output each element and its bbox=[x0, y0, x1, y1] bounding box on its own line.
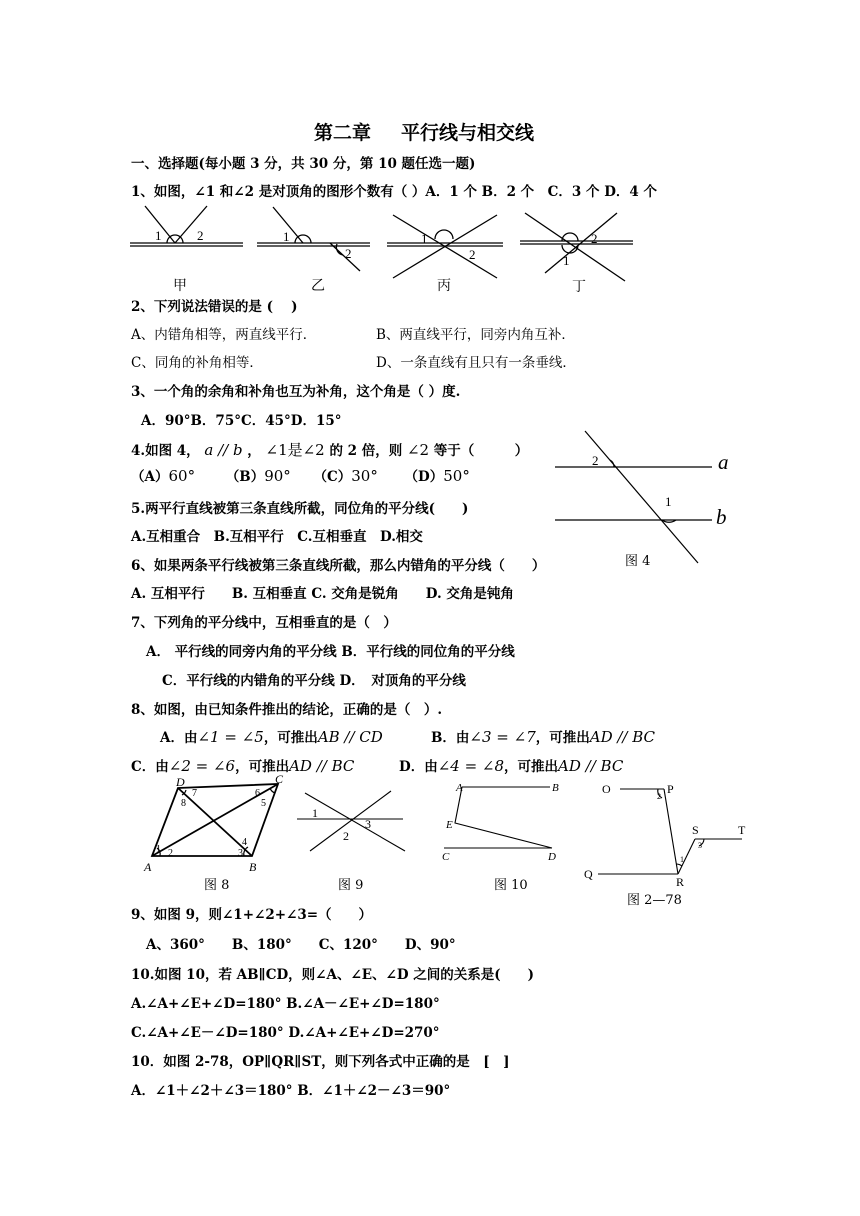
figure-8-vertex-d: D bbox=[176, 775, 185, 789]
figure-8-angle-8: 8 bbox=[181, 798, 186, 809]
q1-figure-bing bbox=[387, 215, 503, 278]
q1-stem: 1、如图，∠1 和∠2 是对顶角的图形个数有（ ）A．1 个 B．2 个 C．3 个 D．4 个 bbox=[131, 184, 658, 200]
q4-condition-angles: ∠1是∠2 bbox=[265, 441, 325, 459]
chapter-name: 平行线与相交线 bbox=[401, 122, 535, 144]
q8-c-middle: ，可推出 bbox=[235, 759, 290, 775]
q1-jia-angle-1: 1 bbox=[155, 228, 162, 243]
q8-d-middle: ，可推出 bbox=[504, 759, 559, 775]
q7-stem: 7、下列角的平分线中，互相垂直的是（ ） bbox=[131, 615, 397, 631]
figure-2-78-point-t: T bbox=[738, 823, 746, 837]
q1-bing-angle-2: 2 bbox=[469, 247, 476, 262]
q8-c-prefix: C．由 bbox=[131, 759, 169, 775]
q1-jia-angle-2: 2 bbox=[197, 228, 204, 243]
q4-option-d-value: 50° bbox=[443, 467, 470, 485]
q9-options: A、360° B、180° C、120° D、90° bbox=[146, 937, 456, 953]
figure-9-angle-2: 2 bbox=[343, 829, 349, 843]
q8-option-d bbox=[399, 757, 623, 776]
figure-10-vertex-a: A bbox=[456, 782, 463, 794]
q1-figure-jia bbox=[130, 206, 243, 246]
q4-option-b-value: 90° bbox=[264, 467, 291, 485]
figure-10-vertex-d: D bbox=[548, 851, 556, 863]
q4-option-b: （B） bbox=[225, 469, 265, 485]
figure-4-angle-2: 2 bbox=[592, 453, 599, 468]
figure-9-caption: 图 9 bbox=[338, 878, 364, 893]
q8-a-result: AB // CD bbox=[317, 728, 383, 746]
figure-10 bbox=[440, 778, 570, 868]
q5-stem: 5.两平行直线被第三条直线所截，同位角的平分线( ) bbox=[131, 501, 469, 517]
q1-bing-angle-1: 1 bbox=[421, 231, 428, 246]
q8-b-prefix: B．由 bbox=[431, 730, 470, 746]
figure-8-angle-3: 3 bbox=[238, 848, 243, 859]
q8-c-condition: ∠2 = ∠6 bbox=[168, 757, 236, 775]
q8-a-middle: ，可推出 bbox=[263, 730, 318, 746]
q7-options-line1: A． 平行线的同旁内角的平分线 B．平行线的同位角的平分线 bbox=[146, 644, 515, 660]
q4-condition-parallel: a // b bbox=[204, 441, 243, 459]
figure-2-78-point-s: S bbox=[692, 823, 699, 837]
q4-stem-a: 4.如图 4， bbox=[131, 443, 200, 459]
figure-2-78-caption: 图 2—78 bbox=[627, 893, 682, 908]
figure-8-vertex-c: C bbox=[275, 772, 284, 786]
q1-figure-yi bbox=[257, 207, 370, 271]
figure-2-78-angle-1: 1 bbox=[680, 855, 684, 864]
figure-8-angle-1: 1 bbox=[156, 844, 161, 855]
figure-8 bbox=[140, 772, 290, 876]
page-title bbox=[314, 118, 534, 145]
q1-ding-angle-1: 1 bbox=[563, 253, 570, 268]
figure-9-angle-1: 1 bbox=[312, 806, 318, 820]
q1-ding-angle-2: 2 bbox=[591, 231, 598, 246]
q8-b-condition: ∠3 = ∠7 bbox=[469, 728, 536, 746]
figure-2-78-angle-3: 3 bbox=[698, 841, 702, 850]
q6-stem: 6、如果两条平行线被第三条直线所截，那么内错角的平分线（ ） bbox=[131, 558, 546, 574]
q4-stem bbox=[131, 441, 528, 460]
q10a-options-line2: C.∠A+∠E－∠D=180° D.∠A+∠E+∠D=270° bbox=[131, 1025, 440, 1041]
q8-d-result: AD // BC bbox=[558, 757, 624, 775]
figure-8-vertex-a: A bbox=[144, 860, 152, 874]
figure-8-angle-6: 6 bbox=[255, 788, 260, 799]
figure-4-line-b: b bbox=[716, 505, 727, 529]
figure-2-78 bbox=[580, 776, 755, 889]
figure-9-angle-3: 3 bbox=[365, 817, 371, 831]
q5-options: A.互相重合 B.互相平行 C.互相垂直 D.相交 bbox=[131, 529, 423, 545]
q8-stem: 8、如图，由已知条件推出的结论，正确的是（ ）. bbox=[131, 702, 443, 718]
q4-stem-c: 等于（ ） bbox=[433, 443, 529, 459]
q8-d-prefix: D．由 bbox=[399, 759, 438, 775]
q2-option-d: D、一条直线有且只有一条垂线． bbox=[376, 355, 576, 371]
q4-option-a-value: 60° bbox=[168, 467, 196, 485]
q10b-options-line1: A．∠1＋∠2＋∠3＝180° B．∠1＋∠2－∠3＝90° bbox=[131, 1083, 451, 1099]
q8-option-b bbox=[431, 728, 655, 747]
q4-option-c-value: 30° bbox=[351, 467, 378, 485]
figure-2-78-angle-2: 2 bbox=[657, 792, 661, 801]
q2-option-a: A、内错角相等，两直线平行． bbox=[131, 327, 317, 343]
q4-option-d: （D） bbox=[404, 469, 444, 485]
q1-ding-label: 丁 bbox=[572, 280, 586, 295]
q8-option-c bbox=[131, 757, 354, 776]
q4-angle-2: ∠2 bbox=[406, 441, 430, 459]
figure-8-angle-7: 7 bbox=[192, 788, 197, 799]
q1-yi-label: 乙 bbox=[311, 279, 325, 294]
q4-options bbox=[131, 467, 470, 486]
q2-option-b: B、两直线平行，同旁内角互补． bbox=[376, 327, 575, 343]
q2-option-c: C、同角的补角相等． bbox=[131, 355, 263, 371]
figure-10-vertex-b: B bbox=[552, 782, 559, 794]
q8-a-condition: ∠1 = ∠5 bbox=[197, 728, 264, 746]
figure-10-caption: 图 10 bbox=[494, 878, 528, 893]
q4-separator: ， bbox=[247, 443, 261, 459]
q1-yi-angle-1: 1 bbox=[283, 229, 290, 244]
q3-stem: 3、一个角的余角和补角也互为补角，这个角是（ ）度. bbox=[131, 384, 461, 400]
q6-options: A. 互相平行 B. 互相垂直 C. 交角是锐角 D. 交角是钝角 bbox=[131, 586, 514, 602]
q3-options: A．90°B．75°C．45°D．15° bbox=[141, 413, 342, 429]
q8-b-middle: ，可推出 bbox=[535, 730, 590, 746]
figure-2-78-point-o: O bbox=[602, 782, 611, 796]
q8-option-a bbox=[160, 728, 383, 747]
q1-figures bbox=[125, 203, 645, 295]
q4-option-c: （C） bbox=[313, 469, 352, 485]
figure-9 bbox=[295, 785, 410, 855]
q10b-stem: 10．如图 2-78，OP∥QR∥ST，则下列各式中正确的是 [ ] bbox=[131, 1054, 510, 1070]
q8-d-condition: ∠4 = ∠8 bbox=[437, 757, 505, 775]
q7-options-line2: C．平行线的内错角的平分线 D． 对顶角的平分线 bbox=[162, 673, 466, 689]
q1-figure-ding bbox=[520, 213, 633, 281]
figure-8-angle-5: 5 bbox=[261, 798, 266, 809]
q1-jia-label: 甲 bbox=[173, 279, 187, 294]
q4-stem-b: 的 2 倍，则 bbox=[329, 443, 403, 459]
q2-stem: 2、下列说法错误的是 ( ) bbox=[131, 299, 298, 315]
figure-4-line-a: a bbox=[718, 450, 729, 474]
figure-8-angle-2: 2 bbox=[168, 848, 173, 859]
figure-2-78-point-r: R bbox=[676, 875, 685, 889]
figure-2-78-point-p: P bbox=[667, 782, 674, 796]
q1-yi-angle-2: 2 bbox=[345, 246, 352, 261]
q9-stem: 9、如图 9，则∠1+∠2+∠3=（ ） bbox=[131, 907, 373, 923]
figure-8-angle-4: 4 bbox=[242, 837, 247, 848]
figure-8-caption: 图 8 bbox=[204, 878, 230, 893]
q4-option-a: （A） bbox=[131, 469, 169, 485]
figure-4-caption: 图 4 bbox=[625, 554, 651, 569]
q8-b-result: AD // BC bbox=[589, 728, 656, 746]
q10a-options-line1: A.∠A+∠E+∠D=180° B.∠A－∠E+∠D=180° bbox=[131, 996, 440, 1012]
section-heading: 一、选择题(每小题 3 分，共 30 分，第 10 题任选一题) bbox=[131, 156, 476, 172]
chapter-number: 第二章 bbox=[314, 122, 372, 144]
figure-8-vertex-b: B bbox=[249, 860, 257, 874]
figure-10-vertex-e: E bbox=[446, 819, 453, 831]
q8-c-result: AD // BC bbox=[289, 757, 355, 775]
q1-bing-label: 丙 bbox=[437, 279, 451, 294]
q8-a-prefix: A．由 bbox=[160, 730, 198, 746]
figure-10-vertex-c: C bbox=[442, 851, 450, 863]
q10a-stem: 10.如图 10，若 AB∥CD，则∠A、∠E、∠D 之间的关系是( ) bbox=[131, 967, 535, 983]
figure-4-angle-1: 1 bbox=[665, 494, 672, 509]
figure-2-78-point-q: Q bbox=[584, 867, 593, 881]
